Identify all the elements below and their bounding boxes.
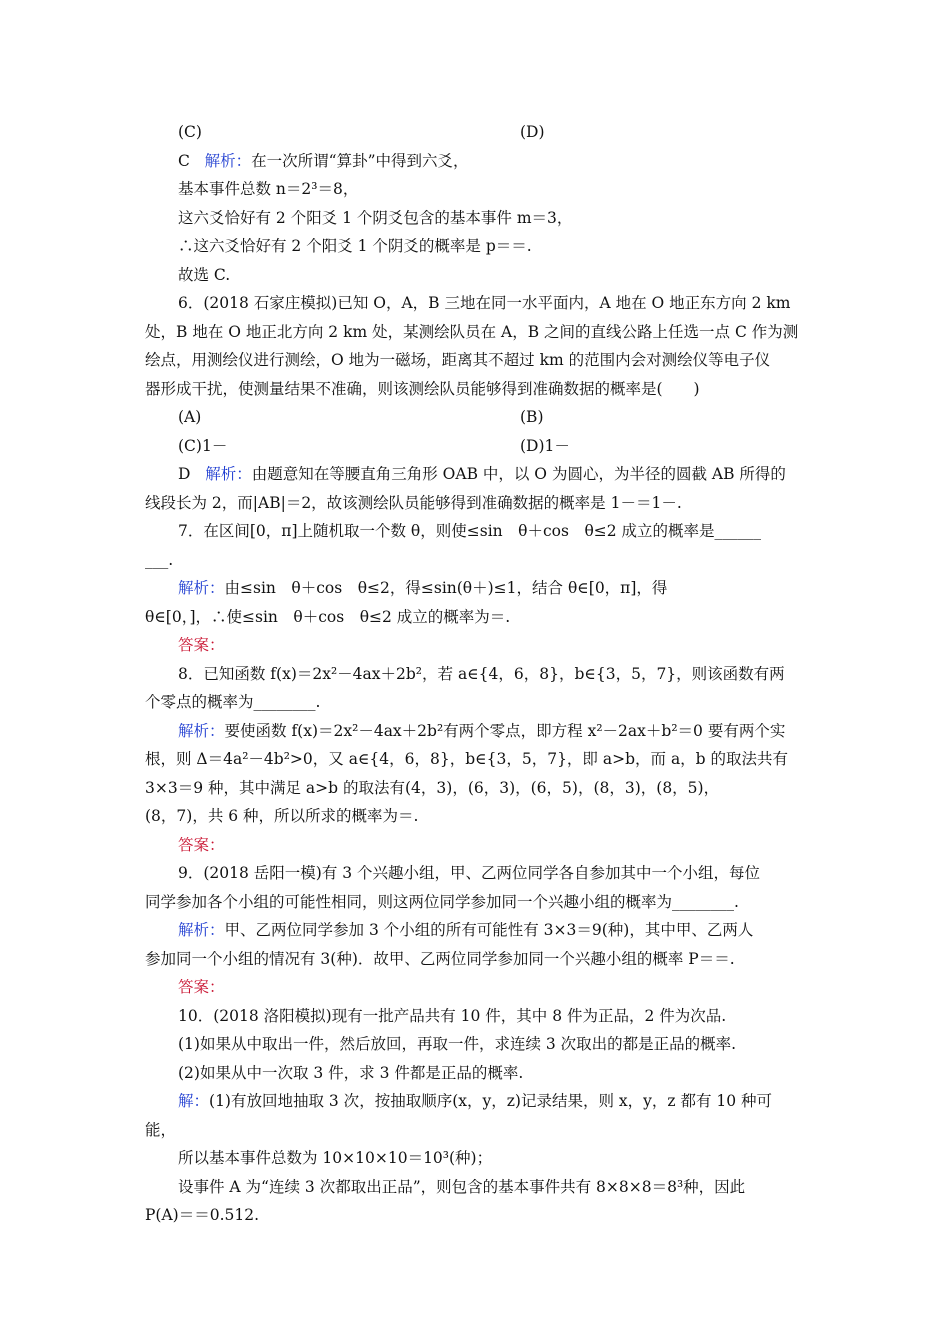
q9-jiexi-label: 解析： xyxy=(178,921,225,939)
q8-sol-line1: 要使函数 f(x)＝2x²－4ax＋2b²有两个零点，即方程 x²－2ax＋b²＝0 要有两个实 xyxy=(224,722,786,740)
q9-answer-label: 答案： xyxy=(178,978,225,996)
q10-sol-line2: 能， xyxy=(145,1121,177,1139)
q7-jiexi-label: 解析： xyxy=(178,579,225,597)
q9-sol-line1: 甲、乙两位同学参加 3 个小组的所有可能性有 3×3＝9(种)，其中甲、乙两人 xyxy=(224,921,754,939)
q5-sol-line4: ∴这六爻恰好有 2 个阳爻 1 个阴爻的概率是 p＝＝. xyxy=(178,237,532,255)
q7-sol-line1: 由≤sin θ＋cos θ≤2，得≤sin(θ＋)≤1，结合 θ∈[0，π]，得 xyxy=(224,579,668,597)
q7-solution-line xyxy=(0,577,950,599)
q6-stem-line4: 器形成干扰，使测量结果不准确，则该测绘队员能够得到准确数据的概率是( ) xyxy=(145,380,700,398)
q6-stem-line3: 绘点，用测绘仪进行测绘，O 地为一磁场，距离其不超过 km 的范围内会对测绘仪等电子仪 xyxy=(145,351,771,369)
q10-sol-line5: P(A)＝＝0.512. xyxy=(145,1206,260,1224)
q8-sol-line3: 3×3＝9 种，其中满足 a>b 的取法有(4，3)，(6，3)，(6，5)，(8，3)，(8，5)， xyxy=(145,779,720,797)
q8-jiexi-label: 解析： xyxy=(178,722,225,740)
q10-stem-line1: 10．(2018 洛阳模拟)现有一批产品共有 10 件，其中 8 件为正品，2 件为次品. xyxy=(178,1007,727,1025)
q5-sol-line5: 故选 C. xyxy=(178,266,231,284)
q5-solution-line xyxy=(0,150,950,172)
q5-sol-line3: 这六爻恰好有 2 个阳爻 1 个阴爻包含的基本事件 m＝3， xyxy=(178,209,573,227)
q5-jiexi-label: 解析： xyxy=(204,152,252,170)
q9-sol-line2: 参加同一个小组的情况有 3(种)．故甲、乙两位同学参加同一个兴趣小组的概率 P＝＝. xyxy=(145,950,735,968)
q6-solution-line xyxy=(0,463,950,485)
q6-option-a: (A) xyxy=(178,408,202,426)
q7-answer-label: 答案： xyxy=(178,636,225,654)
q10-jie-label: 解： xyxy=(178,1092,210,1110)
q9-solution-line xyxy=(0,919,950,941)
q6-option-b: (B) xyxy=(520,408,544,426)
q5-option-d: (D) xyxy=(520,123,545,141)
q10-stem-line3: (2)如果从中一次取 3 件，求 3 件都是正品的概率. xyxy=(178,1064,524,1082)
q7-stem-line1: 7．在区间[0，π]上随机取一个数 θ，则使≤sin θ＋cos θ≤2 成立的概率是______ xyxy=(178,522,762,540)
q6-stem-line2: 处，B 地在 O 地正北方向 2 km 处，某测绘队员在 A，B 之间的直线公路上任选一点 C 作为测 xyxy=(145,323,799,341)
q8-answer-label: 答案： xyxy=(178,836,225,854)
q6-sol-line2: 线段长为 2，而|AB|＝2，故该测绘队员能够得到准确数据的概率是 1－＝1－. xyxy=(145,494,682,512)
q10-solution-line xyxy=(0,1090,950,1112)
q6-option-c: (C)1－ xyxy=(178,437,228,455)
q5-answer-letter: C xyxy=(178,152,190,170)
q7-stem-line2: ___. xyxy=(145,551,174,569)
q10-stem-line2: (1)如果从中取出一件，然后放回，再取一件，求连续 3 次取出的都是正品的概率. xyxy=(178,1035,737,1053)
q5-option-c: (C) xyxy=(178,123,202,141)
q8-stem-line2: 个零点的概率为________. xyxy=(145,693,321,711)
q5-sol-line1: 在一次所谓“算卦”中得到六爻， xyxy=(251,152,469,170)
q10-sol-line3: 所以基本事件总数为 10×10×10＝10³(种)； xyxy=(178,1149,493,1167)
q5-sol-line2: 基本事件总数 n＝2³＝8， xyxy=(178,180,359,198)
q6-answer-letter: D xyxy=(178,465,191,483)
q8-stem-line1: 8．已知函数 f(x)＝2x²－4ax＋2b²，若 a∈{4，6，8}，b∈{3，5，7}，则该函数有两 xyxy=(178,665,785,683)
q8-sol-line2: 根，则 Δ＝4a²－4b²>0，又 a∈{4，6，8}，b∈{3，5，7}，即 a>b，而 a，b 的取法共有 xyxy=(145,750,789,768)
q6-sol-line1: 由题意知在等腰直角三角形 OAB 中，以 O 为圆心，为半径的圆截 AB 所得的 xyxy=(251,465,786,483)
q7-sol-line2: θ∈[0，]，∴使≤sin θ＋cos θ≤2 成立的概率为＝. xyxy=(145,608,511,626)
q8-sol-line4: (8，7)，共 6 种，所以所求的概率为＝. xyxy=(145,807,419,825)
q10-sol-line1: (1)有放回地抽取 3 次，按抽取顺序(x，y，z)记录结果，则 x，y，z 都有 10 种可 xyxy=(209,1092,773,1110)
q6-jiexi-label: 解析： xyxy=(205,465,252,483)
q6-option-d: (D)1－ xyxy=(520,437,570,455)
q9-stem-line2: 同学参加各个小组的可能性相同，则这两位同学参加同一个兴趣小组的概率为________. xyxy=(145,893,739,911)
q8-solution-line xyxy=(0,720,950,742)
q6-stem-line1: 6．(2018 石家庄模拟)已知 O，A，B 三地在同一水平面内，A 地在 O 地正东方向 2 km xyxy=(178,294,791,312)
q10-sol-line4: 设事件 A 为“连续 3 次都取出正品”，则包含的基本事件共有 8×8×8＝8³种，因此 xyxy=(178,1178,746,1196)
q9-stem-line1: 9．(2018 岳阳一模)有 3 个兴趣小组，甲、乙两位同学各自参加其中一个小组，每位 xyxy=(178,864,761,882)
